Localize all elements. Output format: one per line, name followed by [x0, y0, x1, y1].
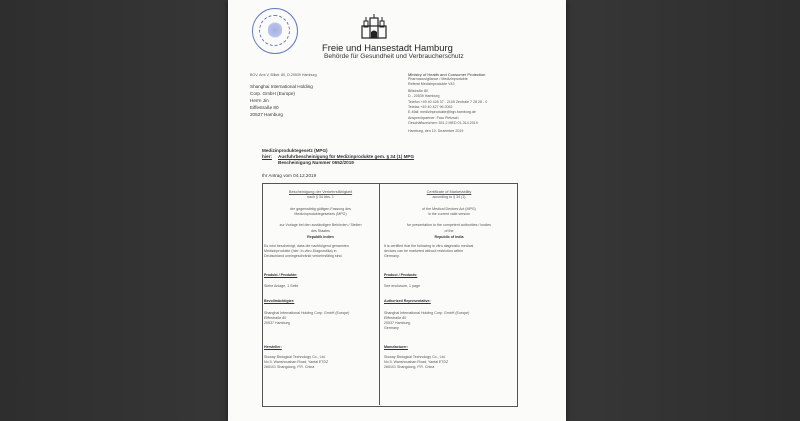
sender-line: BGV, Amt V, Billstr. 80, D-20539 Hamburg [250, 73, 317, 77]
ministry-line: Billstraße 80 [408, 89, 428, 93]
column-divider [379, 183, 380, 405]
right-text: according to § 34 (1) [432, 195, 466, 199]
right-text: Germany. [384, 254, 400, 258]
addressee-line: Shanghai International Holding [250, 84, 313, 89]
left-text: Deutschland uneingeschränkt verkehrsfähig sind. [264, 254, 343, 258]
ministry-line: Telefon +49 40 428 37 - 2105 Zentrale 7 28 28 - 0 [408, 100, 488, 104]
right-title: Certificate of Marketability [426, 189, 472, 194]
right-agent: Eiffestraße 80 [384, 316, 407, 320]
subject-line: Bescheinigung Nummer 0652/2019 [278, 160, 354, 165]
right-product-value: See enclosure, 1 page [384, 284, 420, 288]
addressee-line: Eiffestraße 80 [250, 105, 279, 110]
left-agent: Shanghai International Holding Corp. GmbH (Europe) [264, 311, 350, 315]
left-manufacturer: Sioway Biological Technology Co., Ltd. [264, 355, 326, 359]
right-agent: Shanghai International Holding Corp. GmbH (Europe) [384, 311, 470, 315]
right-text: of the [444, 229, 454, 233]
right-manufacturer: No.5, Wanshoushan Road, Yantai ETDZ [384, 360, 449, 364]
ministry-line: D - 20539 Hamburg [408, 94, 440, 98]
right-text: of the Medical Devices Act (MPG) [422, 207, 476, 211]
right-country: Republic of India [434, 235, 464, 239]
hamburg-crest-icon [356, 14, 392, 40]
letter-date: Hamburg, den 10. Dezember 2019 [408, 129, 464, 133]
official-seal [252, 8, 298, 54]
left-manufacturer: No.5, Wanshoushan Road, Yantai ETDZ [264, 360, 329, 364]
subject-hier: hier: [262, 154, 272, 159]
subject-line: Medizinproduktegesetz (MPG) [262, 148, 328, 153]
ministry-line: Ansprechpartner: Frau Pietzsch [408, 116, 459, 120]
left-title: Bescheinigung der Verkehrsfähigkeit [288, 189, 353, 194]
certificate-table [262, 183, 518, 407]
left-text: der gegenwärtig gültigen Fassung des [290, 207, 351, 211]
left-country: Republik Indien [307, 235, 334, 239]
city-title: Freie und Hansestadt Hamburg [322, 42, 453, 53]
left-manufacturer-label: Hersteller: [264, 345, 282, 349]
left-text: des Staates [311, 229, 330, 233]
right-manufacturer: 265101 Shangdong, P.R. China [384, 365, 435, 369]
ministry-line: Geschäftszeichen: 531.2 MED 01-314.2019 [408, 121, 478, 125]
ministry-name: Ministry of Health and Consumer Protection [408, 72, 486, 77]
addressee-line: Corp. GmbH (Europe) [250, 91, 295, 96]
left-agent-label: Bevollmächtigter: [264, 299, 295, 303]
right-product-label: Product / Products: [384, 273, 418, 277]
left-product-label: Produkt / Produkte: [264, 273, 298, 277]
left-text: Medizinproduktegesetzes (MPG) [294, 212, 347, 216]
right-manufacturer: Sioway Biological Technology Co., Ltd. [384, 355, 446, 359]
left-agent: Eiffestraße 80 [264, 316, 287, 320]
ministry-line: Referat Medizinprodukte V43 [408, 82, 455, 86]
left-text: Es wird bescheinigt, dass die nachfolgend genannten [264, 244, 349, 248]
request-date: Ihr Antrag vom 04.12.2019 [262, 173, 317, 178]
authority-title: Behörde für Gesundheit und Verbraucherschutz [324, 53, 464, 60]
left-text: zur Vorlage bei den zuständigen Behörden / Stellen [279, 223, 362, 227]
left-agent: 20537 Hamburg [264, 321, 290, 325]
right-manufacturer-label: Manufacturer: [384, 345, 408, 349]
right-text: in the current valid version [428, 212, 470, 216]
ministry-line: Pharmacovigilance / Medizinprodukte [408, 77, 468, 81]
addressee-line: Herrn Jin [250, 98, 269, 103]
left-manufacturer: 265101 Shangdong, P.R. China [264, 365, 315, 369]
right-agent-label: Authorized Representative: [384, 299, 431, 303]
addressee-line: 20537 Hamburg [250, 112, 283, 117]
subject-line: Ausfuhrbescheinigung für Medizinprodukte gem. § 34 (1) MPG [278, 154, 415, 159]
right-text: for presentation to the competent authorities / bodies [407, 223, 491, 227]
right-agent: Germany [384, 326, 399, 330]
left-product-value: Siehe Anlage, 1 Seite [264, 284, 299, 288]
document-page [228, 0, 566, 421]
ministry-line: E-Mail: medizinprodukte@bgv.hamburg.de [408, 110, 476, 114]
right-text: devices can be marketed without restriction within [384, 249, 464, 253]
right-agent: 20537 Hamburg, [384, 321, 411, 325]
right-text: It is certified that the following in vitro diagnostic medical [384, 244, 474, 248]
left-text: Medizinprodukte (hier: In-vitro-Diagnostika) in [264, 249, 337, 253]
ministry-line: Telefax +49 40 427 96 2052 [408, 105, 453, 109]
left-text: nach § 34 Abs. 1 [307, 195, 334, 199]
